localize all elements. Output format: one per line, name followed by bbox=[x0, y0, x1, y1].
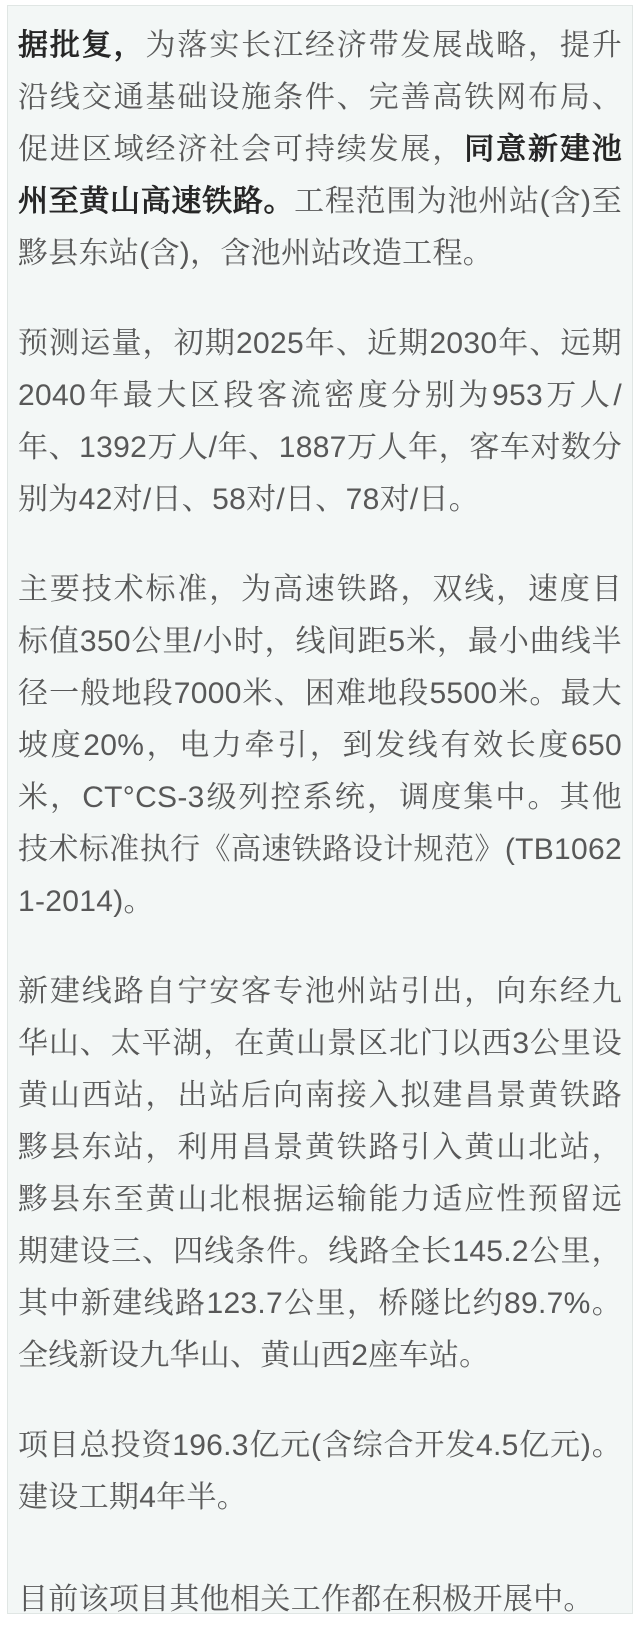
paragraph bbox=[18, 966, 622, 1382]
bold-text-segment: 同意新建池州至黄山高速铁路。 bbox=[18, 133, 623, 218]
paragraph bbox=[18, 20, 622, 280]
paragraph bbox=[18, 1420, 622, 1524]
paragraph bbox=[18, 1574, 622, 1614]
text-segment: 项目总投资196.3亿元(含综合开发4.5亿元)。建设工期4年半。 bbox=[18, 1429, 622, 1514]
text-segment: 工程范围为池州站(含)至黟县东站(含)，含池州站改造工程。 bbox=[18, 185, 622, 270]
text-segment: 目前该项目其他相关工作都在积极开展中。 bbox=[18, 1583, 594, 1614]
text-segment: 预测运量，初期2025年、近期2030年、远期2040年最大区段客流密度分别为953万人/年、1392万人/年、1887万人年，客车对数分别为42对/日、58对/日、78对/日。 bbox=[18, 327, 622, 516]
paragraph bbox=[18, 318, 622, 526]
text-segment: 主要技术标准，为高速铁路，双线，速度目标值350公里/小时，线间距5米，最小曲线半径一般地段7000米、困难地段5500米。最大坡度20%，电力牵引，到发线有效长度650米，CT°CS-3级列控系统，调度集中。其他技术标准执行《高速铁路设计规范》(TB10621-2014)。 bbox=[18, 573, 622, 918]
paragraph bbox=[18, 564, 622, 928]
article-body bbox=[7, 5, 633, 1614]
text-segment: 为落实长江经济带发展战略，提升沿线交通基础设施条件、完善高铁网布局、促进区域经济社会可持续发展， bbox=[18, 29, 623, 166]
bold-text-segment: 据批复， bbox=[18, 29, 146, 62]
text-segment: 新建线路自宁安客专池州站引出，向东经九华山、太平湖，在黄山景区北门以西3公里设黄山西站，出站后向南接入拟建昌景黄铁路黟县东站，利用昌景黄铁路引入黄山北站，黟县东至黄山北根据运输能力适应性预留远期建设三、四线条件。线路全长145.2公里，其中新建线路123.7公里，桥隧比约89.7%。全线新设九华山、黄山西2座车站。 bbox=[18, 975, 622, 1372]
